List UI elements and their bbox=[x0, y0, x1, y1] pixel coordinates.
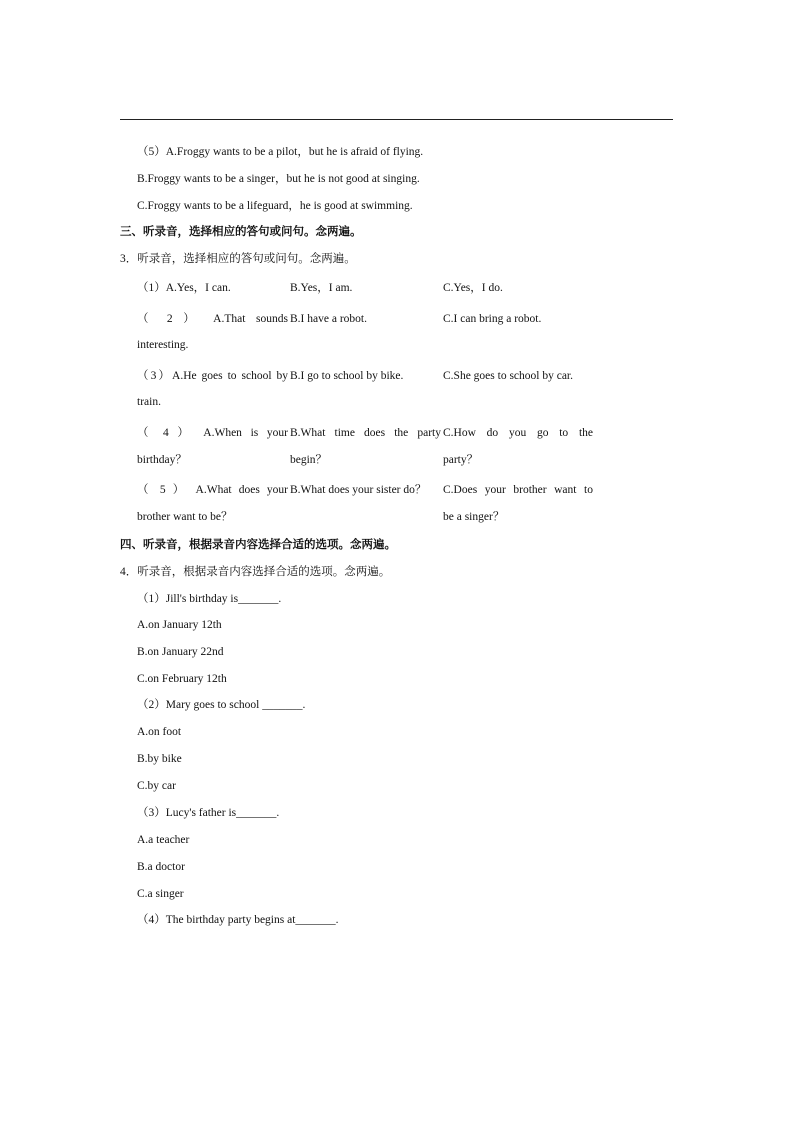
section4-heading: 四、听录音，根据录音内容选择合适的选项。念两遍。 bbox=[120, 539, 396, 551]
s4-q3: （3）Lucy's father is_______. bbox=[137, 807, 280, 819]
s3-item1-option-c: C.Yes，I do. bbox=[443, 282, 503, 294]
s4-q2-option-a: A.on foot bbox=[137, 726, 182, 738]
s4-q3-option-b: B.a doctor bbox=[137, 861, 185, 873]
s3-item3-option-b: B.I go to school by bike. bbox=[290, 370, 404, 382]
s3-item4-option-c-cont: party？ bbox=[443, 454, 479, 466]
s3-item2-option-c: C.I can bring a robot. bbox=[443, 313, 542, 325]
s3-item2-option-a-cont: interesting. bbox=[137, 339, 189, 351]
s4-q4: （4）The birthday party begins at_______. bbox=[137, 914, 339, 926]
s3-item4-option-a-cont: birthday？ bbox=[137, 454, 187, 466]
s3-item5-option-c: C.Does your brother want to bbox=[443, 484, 593, 496]
s4-q1-option-b: B.on January 22nd bbox=[137, 646, 224, 658]
s3-item5-option-a-cont: brother want to be？ bbox=[137, 511, 233, 523]
s3-item3-option-a-cont: train. bbox=[137, 396, 161, 408]
s3-item3-option-a: （3）A.He goes to school by bbox=[137, 370, 288, 382]
s3-item4-option-a: （ 4 ） A.When is your bbox=[137, 427, 288, 439]
s4-q3-option-c: C.a singer bbox=[137, 888, 184, 900]
s4-q2-option-c: C.by car bbox=[137, 780, 176, 792]
s4-q1-option-c: C.on February 12th bbox=[137, 673, 227, 685]
section3-heading: 三、听录音，选择相应的答句或问句。念两遍。 bbox=[120, 226, 362, 238]
s3-item5-option-b: B.What does your sister do？ bbox=[290, 484, 427, 496]
s3-item4-option-b: B.What time does the party bbox=[290, 427, 441, 439]
s4-q3-option-a: A.a teacher bbox=[137, 834, 190, 846]
s3-item2-option-b: B.I have a robot. bbox=[290, 313, 367, 325]
s2-q5-option-c: C.Froggy wants to be a lifeguard，he is good at swimming. bbox=[137, 200, 413, 212]
s3-item5-option-a: （ 5 ） A.What does your bbox=[137, 484, 288, 496]
s3-item1-option-b: B.Yes，I am. bbox=[290, 282, 353, 294]
s3-item4-option-b-cont: begin？ bbox=[290, 454, 328, 466]
s3-item5-option-c-cont: be a singer？ bbox=[443, 511, 505, 523]
s4-q1-option-a: A.on January 12th bbox=[137, 619, 222, 631]
section3-question: 3．听录音，选择相应的答句或问句。念两遍。 bbox=[120, 253, 356, 265]
s2-q5-option-b: B.Froggy wants to be a singer，but he is not good at singing. bbox=[137, 173, 420, 185]
s4-q2: （2）Mary goes to school _______. bbox=[137, 699, 306, 711]
section4-question: 4．听录音，根据录音内容选择合适的选项。念两遍。 bbox=[120, 566, 391, 578]
s3-item4-option-c: C.How do you go to the bbox=[443, 427, 593, 439]
s3-item3-option-c: C.She goes to school by car. bbox=[443, 370, 573, 382]
s3-item2-option-a: （ 2 ） A.That sounds bbox=[137, 313, 288, 325]
s3-item1-option-a: （1）A.Yes，I can. bbox=[137, 282, 231, 294]
s4-q1: （1）Jill's birthday is_______. bbox=[137, 593, 282, 605]
s2-q5-option-a: （5）A.Froggy wants to be a pilot，but he is afraid of flying. bbox=[137, 146, 424, 158]
header-rule bbox=[120, 119, 673, 120]
s4-q2-option-b: B.by bike bbox=[137, 753, 182, 765]
